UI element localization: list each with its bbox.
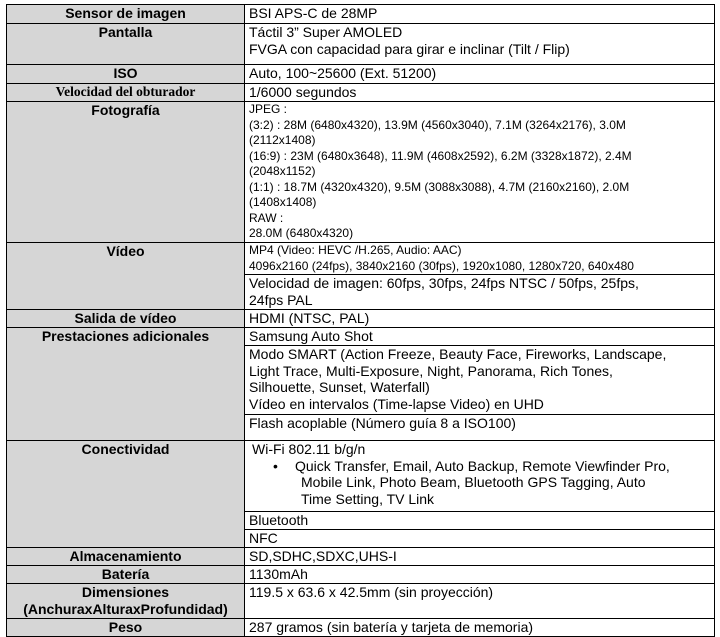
value-line: (1408x1408): [249, 195, 317, 209]
label-obturador: Velocidad del obturador: [7, 84, 245, 102]
value-salida: HDMI (NTSC, PAL): [245, 310, 715, 328]
table-row: [7, 84, 715, 102]
label-bateria: Batería: [7, 566, 245, 584]
table-row: [7, 548, 715, 566]
value-iso: Auto, 100~25600 (Ext. 51200): [245, 65, 715, 84]
label-dimensiones: [7, 584, 245, 619]
table-row: [7, 243, 715, 275]
value-line: Silhouette, Sunset, Waterfall): [249, 379, 430, 395]
table-row: [7, 619, 715, 637]
table-row: [7, 65, 715, 84]
value-obturador: 1/6000 segundos: [245, 84, 715, 102]
value-line: Modo SMART (Action Freeze, Beauty Face, Fireworks, Landscape,: [249, 346, 667, 362]
label-conectividad: Conectividad: [7, 441, 245, 548]
label-pantalla: Pantalla: [7, 24, 245, 65]
wifi-features: [249, 458, 710, 508]
value-fotografia: [245, 102, 715, 243]
value-line: Wi-Fi 802.11 b/g/n: [252, 441, 366, 457]
value-bluetooth: Bluetooth: [245, 512, 715, 530]
value-line: (2048x1152): [249, 164, 316, 178]
label-prestaciones: Prestaciones adicionales: [7, 328, 245, 441]
value-line: 24fps PAL: [249, 291, 313, 308]
value-dimensiones: 119.5 x 63.6 x 42.5mm (sin proyección): [245, 584, 715, 619]
bullet: •: [273, 457, 278, 474]
value-line: Time Setting, TV Link: [301, 490, 435, 507]
table-row: [7, 441, 715, 512]
value-wifi: [245, 441, 715, 512]
value-sensor: BSI APS-C de 28MP: [245, 5, 715, 24]
label-iso: ISO: [7, 65, 245, 84]
label-video: Vídeo: [7, 243, 245, 310]
value-line: 28.0M (6480x4320): [249, 226, 354, 240]
label-fotografia: Fotografía: [7, 102, 245, 243]
value-flash: Flash acoplable (Número guía 8 a ISO100): [245, 415, 715, 441]
label-sensor: Sensor de imagen: [7, 5, 245, 24]
table-row: [7, 584, 715, 619]
label-salida: Salida de vídeo: [7, 310, 245, 328]
value-video-format: [245, 243, 715, 275]
value-smart: [245, 346, 715, 415]
value-line: 4096x2160 (24fps), 3840x2160 (30fps), 1920x1080, 1280x720, 640x480: [249, 258, 634, 273]
value-line: FVGA con capacidad para girar e inclinar (Tilt / Flip): [249, 40, 570, 57]
value-line: Mobile Link, Photo Beam, Bluetooth GPS Tagging, Auto: [301, 474, 646, 490]
table-row: [7, 310, 715, 328]
value-line: Velocidad de imagen: 60fps, 30fps, 24fps NTSC / 50fps, 25fps,: [249, 275, 639, 291]
value-bateria: 1130mAh: [245, 566, 715, 584]
table-row: [7, 102, 715, 243]
value-line: Light Trace, Multi-Exposure, Night, Panorama, Rich Tones,: [249, 362, 613, 379]
wifi-feature-text: [295, 458, 710, 508]
label-line: (AnchuraxAlturaxProfundidad): [23, 600, 228, 617]
value-line: Táctil 3” Super AMOLED: [249, 24, 403, 40]
value-line: JPEG :: [249, 102, 288, 116]
value-line: MP4 (Video: HEVC /H.265, Audio: AAC): [249, 243, 462, 257]
spec-table: [6, 4, 715, 637]
value-line: RAW :: [249, 210, 284, 225]
value-almacenamiento: SD,SDHC,SDXC,UHS-I: [245, 548, 715, 566]
table-row: [7, 24, 715, 65]
value-pantalla: [245, 24, 715, 65]
value-line: (2112x1408): [249, 133, 316, 147]
label-almacenamiento: Almacenamiento: [7, 548, 245, 566]
value-line: Vídeo en intervalos (Time-lapse Video) en UHD: [249, 395, 544, 412]
value-nfc: NFC: [245, 530, 715, 548]
value-line: Quick Transfer, Email, Auto Backup, Remote Viewfinder Pro,: [295, 457, 670, 474]
table-row: [7, 328, 715, 346]
value-line: (16:9) : 23M (6480x3648), 11.9M (4608x2592), 6.2M (3328x1872), 2.4M: [249, 148, 632, 163]
label-peso: Peso: [7, 619, 245, 637]
value-auto-shot: Samsung Auto Shot: [245, 328, 715, 346]
table-row: [7, 5, 715, 24]
value-line: (3:2) : 28M (6480x4320), 13.9M (4560x3040), 7.1M (3264x2176), 3.0M: [249, 117, 626, 132]
value-video-framerate: [245, 275, 715, 310]
table-row: [7, 566, 715, 584]
label-line: Dimensiones: [81, 584, 170, 600]
value-line: (1:1) : 18.7M (4320x4320), 9.5M (3088x3088), 4.7M (2160x2160), 2.0M: [249, 179, 630, 194]
value-peso: 287 gramos (sin batería y tarjeta de memoria): [245, 619, 715, 637]
